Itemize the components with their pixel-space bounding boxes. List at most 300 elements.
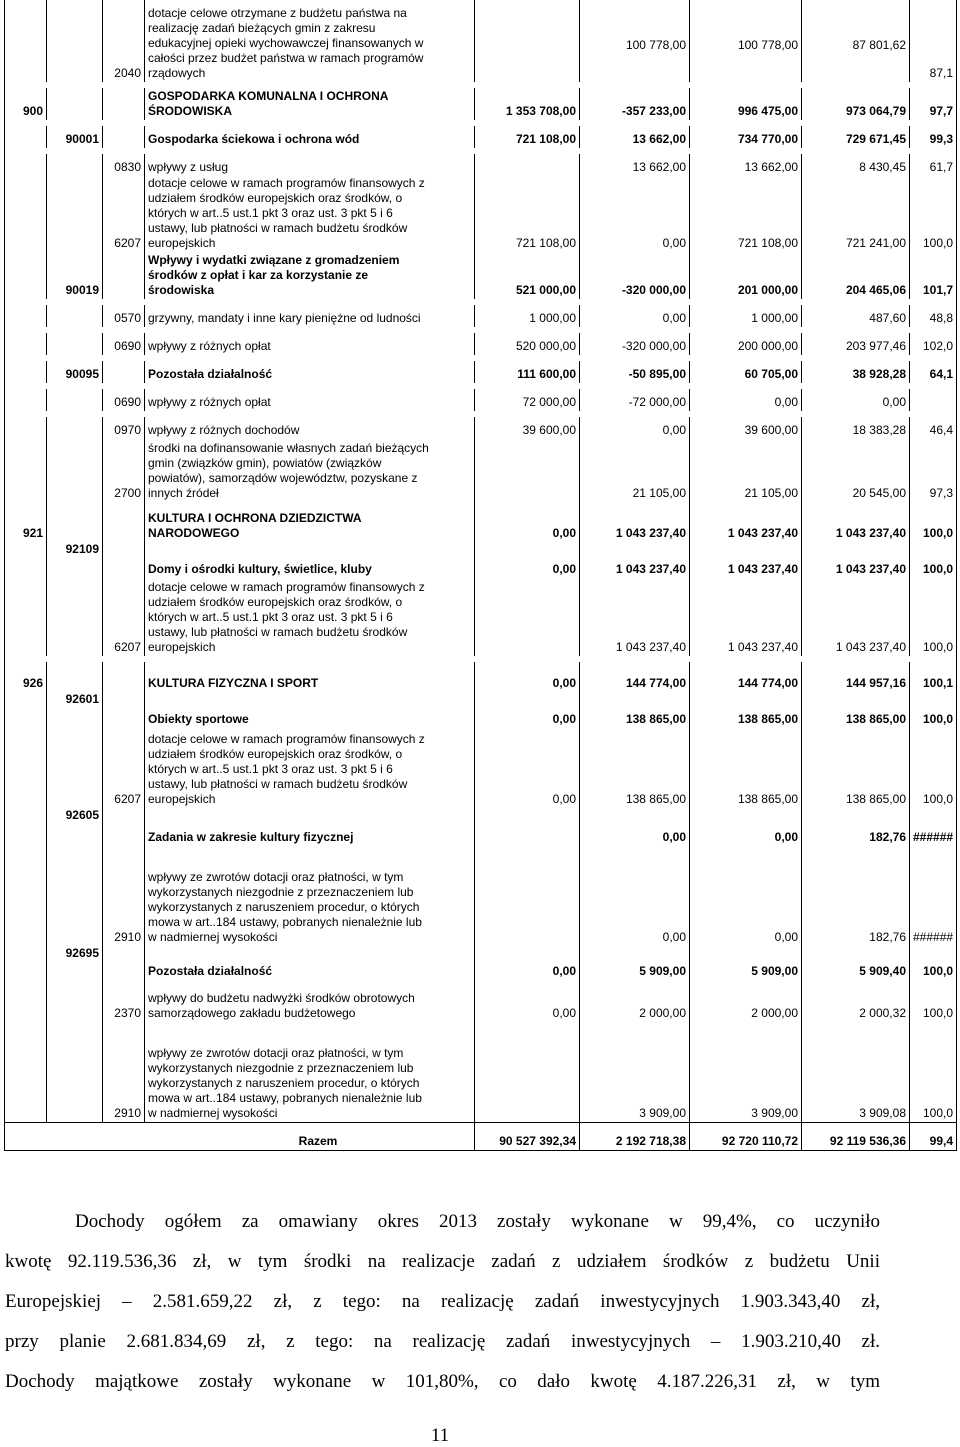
execution-value: 5 909,40 bbox=[802, 946, 910, 980]
total-value: 92 119 536,36 bbox=[802, 1122, 910, 1150]
plan-after-change-value: 138 865,00 bbox=[690, 728, 802, 808]
description-line: całości przez budżet państwa w ramach programów bbox=[148, 51, 424, 65]
row-description bbox=[145, 980, 475, 1022]
description-line: których w art..5 ust.1 pkt 3 oraz ust. 3 pkt 5 i 6 bbox=[148, 206, 393, 220]
change-value: 100 778,00 bbox=[580, 0, 690, 82]
table-row bbox=[5, 252, 957, 299]
plan-value bbox=[475, 1022, 580, 1122]
table-row bbox=[5, 502, 957, 542]
chapter-code bbox=[47, 662, 103, 692]
plan-value: 111 600,00 bbox=[475, 361, 580, 383]
change-value: 2 000,00 bbox=[580, 980, 690, 1022]
paragraph-code: 2700 bbox=[103, 439, 145, 502]
chapter-code bbox=[47, 502, 103, 542]
description-line: wykorzystanych z naruszeniem procedur, o których bbox=[148, 1075, 420, 1090]
budget-income-table bbox=[4, 0, 957, 1151]
plan-after-change-value: 13 662,00 bbox=[690, 154, 802, 176]
execution-percent bbox=[910, 389, 957, 411]
description-line: ustawy, lub płatności w ramach budżetu środków bbox=[148, 625, 408, 639]
description-line: Gospodarka ściekowa i ochrona wód bbox=[148, 132, 360, 146]
table-row bbox=[5, 578, 957, 656]
execution-percent: 100,0 bbox=[910, 542, 957, 578]
chapter-code bbox=[47, 389, 103, 411]
description-line: udziałem środków europejskich oraz środków, o bbox=[148, 747, 403, 761]
table-row bbox=[5, 126, 957, 148]
plan-after-change-value: 1 043 237,40 bbox=[690, 542, 802, 578]
section-code bbox=[5, 692, 47, 728]
table-row bbox=[5, 542, 957, 578]
plan-value: 521 000,00 bbox=[475, 252, 580, 299]
chapter-code bbox=[47, 846, 103, 946]
description-line: Obiekty sportowe bbox=[148, 712, 249, 726]
section-code bbox=[5, 846, 47, 946]
table-row bbox=[5, 154, 957, 176]
description-line: europejskich bbox=[148, 236, 216, 250]
plan-after-change-value: 138 865,00 bbox=[690, 692, 802, 728]
description-line: wykorzystanych niezgodnie z przeznaczeniem lub bbox=[148, 885, 414, 899]
execution-percent: 100,1 bbox=[910, 662, 957, 692]
execution-percent: 100,0 bbox=[910, 176, 957, 252]
section-code bbox=[5, 542, 47, 578]
change-value: 138 865,00 bbox=[580, 728, 690, 808]
section-code bbox=[5, 1022, 47, 1122]
description-line: Wpływy i wydatki związane z gromadzeniem bbox=[148, 253, 400, 267]
change-value: 1 043 237,40 bbox=[580, 542, 690, 578]
execution-value: 1 043 237,40 bbox=[802, 502, 910, 542]
total-row bbox=[5, 1122, 957, 1150]
section-code bbox=[5, 728, 47, 808]
description-line: wpływy z różnych opłat bbox=[148, 339, 271, 353]
execution-percent: 100,0 bbox=[910, 728, 957, 808]
paragraph-code: 0570 bbox=[103, 305, 145, 327]
plan-after-change-value: 0,00 bbox=[690, 846, 802, 946]
plan-value: 0,00 bbox=[475, 662, 580, 692]
plan-value: 0,00 bbox=[475, 728, 580, 808]
description-line: dotacje celowe otrzymane z budżetu państwa na bbox=[148, 6, 407, 20]
chapter-code bbox=[47, 980, 103, 1022]
plan-after-change-value: 144 774,00 bbox=[690, 662, 802, 692]
description-line: ŚRODOWISKA bbox=[148, 104, 232, 118]
paragraph-code bbox=[103, 692, 145, 728]
execution-percent: 100,0 bbox=[910, 980, 957, 1022]
section-code bbox=[5, 808, 47, 846]
chapter-code: 92601 bbox=[47, 692, 103, 728]
description-line: innych źródeł bbox=[148, 486, 219, 500]
row-description bbox=[145, 88, 475, 120]
chapter-code: 92695 bbox=[47, 946, 103, 980]
change-value: 21 105,00 bbox=[580, 439, 690, 502]
description-line: w nadmiernej wysokości bbox=[148, 1105, 278, 1120]
description-line: realizację zadań bieżących gmin z zakresu bbox=[148, 21, 376, 35]
description-line: wykorzystanych niezgodnie z przeznaczeniem lub bbox=[148, 1060, 414, 1075]
description-line: rządowych bbox=[148, 66, 206, 80]
plan-value: 0,00 bbox=[475, 542, 580, 578]
paragraph-code: 6207 bbox=[103, 176, 145, 252]
change-value: -72 000,00 bbox=[580, 389, 690, 411]
table-row bbox=[5, 88, 957, 120]
plan-after-change-value: 721 108,00 bbox=[690, 176, 802, 252]
paragraph-code: 2910 bbox=[103, 846, 145, 946]
chapter-code: 90095 bbox=[47, 361, 103, 383]
execution-percent: 61,7 bbox=[910, 154, 957, 176]
execution-value: 3 909,08 bbox=[802, 1022, 910, 1122]
execution-value: 138 865,00 bbox=[802, 728, 910, 808]
chapter-code: 90001 bbox=[47, 126, 103, 148]
plan-after-change-value: 5 909,00 bbox=[690, 946, 802, 980]
paragraph-code bbox=[103, 662, 145, 692]
table-row bbox=[5, 1022, 957, 1122]
section-code: 926 bbox=[5, 662, 47, 692]
description-line: samorządowego zakładu budżetowego bbox=[148, 1006, 356, 1020]
plan-after-change-value: 60 705,00 bbox=[690, 361, 802, 383]
description-line: mowa w art..184 ustawy, pobranych nienależnie lub bbox=[148, 915, 422, 929]
change-value: -50 895,00 bbox=[580, 361, 690, 383]
table-row bbox=[5, 361, 957, 383]
change-value: -357 233,00 bbox=[580, 88, 690, 120]
change-value: -320 000,00 bbox=[580, 333, 690, 355]
plan-value: 0,00 bbox=[475, 946, 580, 980]
execution-percent: 102,0 bbox=[910, 333, 957, 355]
chapter-code: 90019 bbox=[47, 252, 103, 299]
paragraph-line: Europejskiej – 2.581.659,22 zł, z tego: na realizację zadań inwestycyjnych 1.903.343,40 zł, bbox=[5, 1291, 880, 1312]
row-description bbox=[145, 176, 475, 252]
execution-percent: 100,0 bbox=[910, 502, 957, 542]
execution-value: 487,60 bbox=[802, 305, 910, 327]
description-line: wpływy z różnych opłat bbox=[148, 395, 271, 409]
paragraph-code bbox=[103, 946, 145, 980]
plan-after-change-value: 734 770,00 bbox=[690, 126, 802, 148]
paragraph-line: przy planie 2.681.834,69 zł, z tego: na realizację zadań inwestycyjnych – 1.903.210,40 zł. bbox=[5, 1331, 880, 1352]
table-row bbox=[5, 417, 957, 439]
plan-after-change-value: 2 000,00 bbox=[690, 980, 802, 1022]
execution-value: 182,76 bbox=[802, 808, 910, 846]
paragraph-code: 2040 bbox=[103, 0, 145, 82]
row-description bbox=[145, 333, 475, 355]
plan-value: 1 353 708,00 bbox=[475, 88, 580, 120]
table-row bbox=[5, 728, 957, 808]
section-code: 921 bbox=[5, 502, 47, 542]
section-code bbox=[5, 361, 47, 383]
table-row bbox=[5, 305, 957, 327]
paragraph-code: 2370 bbox=[103, 980, 145, 1022]
chapter-code bbox=[47, 417, 103, 439]
change-value: 1 043 237,40 bbox=[580, 578, 690, 656]
description-line: Domy i ośrodki kultury, świetlice, kluby bbox=[148, 562, 372, 576]
chapter-code bbox=[47, 0, 103, 82]
description-line: środków z opłat i kar za korzystanie ze bbox=[148, 268, 369, 282]
execution-percent: 100,0 bbox=[910, 1022, 957, 1122]
execution-value: 38 928,28 bbox=[802, 361, 910, 383]
section-code bbox=[5, 305, 47, 327]
description-line: ustawy, lub płatności w ramach budżetu środków bbox=[148, 221, 408, 235]
chapter-code bbox=[47, 176, 103, 252]
row-description bbox=[145, 728, 475, 808]
description-line: dotacje celowe w ramach programów finansowych z bbox=[148, 580, 425, 594]
execution-value: 182,76 bbox=[802, 846, 910, 946]
plan-value bbox=[475, 808, 580, 846]
section-code bbox=[5, 980, 47, 1022]
plan-value bbox=[475, 578, 580, 656]
execution-percent: 87,1 bbox=[910, 0, 957, 82]
paragraph-code bbox=[103, 361, 145, 383]
row-description bbox=[145, 126, 475, 148]
description-line: w nadmiernej wysokości bbox=[148, 930, 278, 944]
total-label: Razem bbox=[5, 1122, 475, 1150]
execution-value: 203 977,46 bbox=[802, 333, 910, 355]
section-code bbox=[5, 154, 47, 176]
paragraph-code: 0690 bbox=[103, 333, 145, 355]
paragraph-line: Dochody majątkowe zostały wykonane w 101,80%, co dało kwotę 4.187.226,31 zł, w tym bbox=[5, 1371, 880, 1392]
paragraph-code: 0690 bbox=[103, 389, 145, 411]
execution-percent: ###### bbox=[910, 808, 957, 846]
page-number: 11 bbox=[430, 1425, 450, 1446]
chapter-code: 92109 bbox=[47, 542, 103, 578]
summary-paragraph bbox=[5, 1202, 880, 1402]
chapter-code bbox=[47, 728, 103, 808]
description-line: środki na dofinansowanie własnych zadań bieżących bbox=[148, 441, 429, 455]
row-description bbox=[145, 946, 475, 980]
section-code bbox=[5, 417, 47, 439]
description-line: których w art..5 ust.1 pkt 3 oraz ust. 3 pkt 5 i 6 bbox=[148, 762, 393, 776]
row-description bbox=[145, 542, 475, 578]
plan-value bbox=[475, 439, 580, 502]
section-code bbox=[5, 389, 47, 411]
description-line: KULTURA FIZYCZNA I SPORT bbox=[148, 676, 319, 690]
description-line: europejskich bbox=[148, 792, 216, 806]
section-code bbox=[5, 946, 47, 980]
row-description bbox=[145, 439, 475, 502]
change-value: -320 000,00 bbox=[580, 252, 690, 299]
paragraph-code bbox=[103, 252, 145, 299]
execution-value: 18 383,28 bbox=[802, 417, 910, 439]
row-description bbox=[145, 846, 475, 946]
total-value: 2 192 718,38 bbox=[580, 1122, 690, 1150]
execution-value: 1 043 237,40 bbox=[802, 542, 910, 578]
change-value: 13 662,00 bbox=[580, 126, 690, 148]
paragraph-code bbox=[103, 808, 145, 846]
description-line: gmin (związków gmin), powiatów (związków bbox=[148, 456, 382, 470]
table-row bbox=[5, 808, 957, 846]
section-code bbox=[5, 578, 47, 656]
table-row bbox=[5, 0, 957, 82]
change-value: 3 909,00 bbox=[580, 1022, 690, 1122]
row-description bbox=[145, 389, 475, 411]
plan-value bbox=[475, 154, 580, 176]
total-value: 90 527 392,34 bbox=[475, 1122, 580, 1150]
table-body bbox=[5, 0, 957, 1150]
change-value: 0,00 bbox=[580, 808, 690, 846]
execution-percent: 101,7 bbox=[910, 252, 957, 299]
plan-after-change-value: 100 778,00 bbox=[690, 0, 802, 82]
plan-after-change-value: 0,00 bbox=[690, 808, 802, 846]
section-code bbox=[5, 126, 47, 148]
chapter-code bbox=[47, 305, 103, 327]
paragraph-code: 6207 bbox=[103, 728, 145, 808]
chapter-code bbox=[47, 439, 103, 502]
plan-after-change-value: 200 000,00 bbox=[690, 333, 802, 355]
chapter-code bbox=[47, 333, 103, 355]
execution-value: 20 545,00 bbox=[802, 439, 910, 502]
plan-value: 721 108,00 bbox=[475, 176, 580, 252]
description-line: powiatów), samorządów województw, pozyskane z bbox=[148, 471, 418, 485]
plan-value: 72 000,00 bbox=[475, 389, 580, 411]
execution-value: 87 801,62 bbox=[802, 0, 910, 82]
table-row bbox=[5, 439, 957, 502]
section-code bbox=[5, 0, 47, 82]
row-description bbox=[145, 692, 475, 728]
execution-percent: 97,3 bbox=[910, 439, 957, 502]
plan-value: 39 600,00 bbox=[475, 417, 580, 439]
paragraph-code bbox=[103, 542, 145, 578]
plan-after-change-value: 1 043 237,40 bbox=[690, 578, 802, 656]
change-value: 0,00 bbox=[580, 176, 690, 252]
chapter-code bbox=[47, 578, 103, 656]
change-value: 0,00 bbox=[580, 305, 690, 327]
plan-after-change-value: 1 043 237,40 bbox=[690, 502, 802, 542]
paragraph-code bbox=[103, 502, 145, 542]
row-description bbox=[145, 502, 475, 542]
description-line: NARODOWEGO bbox=[148, 526, 240, 540]
description-line: wpływy ze zwrotów dotacji oraz płatności, w tym bbox=[148, 1045, 404, 1060]
plan-value: 0,00 bbox=[475, 692, 580, 728]
change-value: 1 043 237,40 bbox=[580, 502, 690, 542]
section-code bbox=[5, 439, 47, 502]
paragraph-code bbox=[103, 126, 145, 148]
execution-value: 138 865,00 bbox=[802, 692, 910, 728]
change-value: 0,00 bbox=[580, 417, 690, 439]
plan-after-change-value: 996 475,00 bbox=[690, 88, 802, 120]
description-line: środowiska bbox=[148, 283, 215, 297]
plan-after-change-value: 0,00 bbox=[690, 389, 802, 411]
execution-percent: 97,7 bbox=[910, 88, 957, 120]
plan-value bbox=[475, 846, 580, 946]
description-line: edukacyjnej opieki wychowawczej finansowanych w bbox=[148, 36, 424, 50]
paragraph-code: 6207 bbox=[103, 578, 145, 656]
execution-value: 973 064,79 bbox=[802, 88, 910, 120]
plan-after-change-value: 39 600,00 bbox=[690, 417, 802, 439]
description-line: których w art..5 ust.1 pkt 3 oraz ust. 3 pkt 5 i 6 bbox=[148, 610, 393, 624]
chapter-code bbox=[47, 88, 103, 120]
description-line: Pozostała działalność bbox=[148, 367, 273, 381]
row-description bbox=[145, 662, 475, 692]
paragraph-code bbox=[103, 88, 145, 120]
paragraph-code: 0830 bbox=[103, 154, 145, 176]
table-row bbox=[5, 846, 957, 946]
description-line: wpływy do budżetu nadwyżki środków obrotowych bbox=[148, 991, 415, 1005]
execution-value: 1 043 237,40 bbox=[802, 578, 910, 656]
paragraph-line: kwotę 92.119.536,36 zł, w tym środki na realizacje zadań z udziałem środków z budżetu Unii bbox=[5, 1251, 880, 1272]
paragraph-line: Dochody ogółem za omawiany okres 2013 zostały wykonane w 99,4%, co uczyniło bbox=[75, 1211, 880, 1232]
execution-value: 0,00 bbox=[802, 389, 910, 411]
table-row bbox=[5, 662, 957, 692]
section-code bbox=[5, 176, 47, 252]
description-line: udziałem środków europejskich oraz środków, o bbox=[148, 191, 403, 205]
execution-value: 721 241,00 bbox=[802, 176, 910, 252]
description-line: wpływy ze zwrotów dotacji oraz płatności, w tym bbox=[148, 870, 404, 884]
change-value: 13 662,00 bbox=[580, 154, 690, 176]
chapter-code: 92605 bbox=[47, 808, 103, 846]
row-description bbox=[145, 252, 475, 299]
table-row bbox=[5, 333, 957, 355]
chapter-code bbox=[47, 154, 103, 176]
row-description bbox=[145, 154, 475, 176]
plan-after-change-value: 201 000,00 bbox=[690, 252, 802, 299]
description-line: wykorzystanych z naruszeniem procedur, o których bbox=[148, 900, 420, 914]
description-line: udziałem środków europejskich oraz środków, o bbox=[148, 595, 403, 609]
execution-value: 729 671,45 bbox=[802, 126, 910, 148]
execution-percent: 100,0 bbox=[910, 578, 957, 656]
description-line: wpływy z usług bbox=[148, 160, 229, 174]
row-description bbox=[145, 578, 475, 656]
execution-percent: ###### bbox=[910, 846, 957, 946]
table-row bbox=[5, 692, 957, 728]
change-value: 0,00 bbox=[580, 846, 690, 946]
description-line: dotacje celowe w ramach programów finansowych z bbox=[148, 176, 425, 190]
description-line: GOSPODARKA KOMUNALNA I OCHRONA bbox=[148, 89, 389, 103]
row-description bbox=[145, 808, 475, 846]
description-line: grzywny, mandaty i inne kary pieniężne od ludności bbox=[148, 311, 421, 325]
row-description bbox=[145, 305, 475, 327]
plan-after-change-value: 3 909,00 bbox=[690, 1022, 802, 1122]
table-row bbox=[5, 389, 957, 411]
total-value: 99,4 bbox=[910, 1122, 957, 1150]
execution-value: 2 000,32 bbox=[802, 980, 910, 1022]
row-description bbox=[145, 1022, 475, 1122]
section-code: 900 bbox=[5, 88, 47, 120]
description-line: Zadania w zakresie kultury fizycznej bbox=[148, 830, 354, 844]
table-row bbox=[5, 946, 957, 980]
total-value: 92 720 110,72 bbox=[690, 1122, 802, 1150]
table-row bbox=[5, 176, 957, 252]
description-line: Pozostała działalność bbox=[148, 964, 273, 978]
plan-value: 1 000,00 bbox=[475, 305, 580, 327]
change-value: 138 865,00 bbox=[580, 692, 690, 728]
change-value: 144 774,00 bbox=[580, 662, 690, 692]
execution-percent: 100,0 bbox=[910, 946, 957, 980]
row-description bbox=[145, 361, 475, 383]
execution-percent: 64,1 bbox=[910, 361, 957, 383]
plan-value: 0,00 bbox=[475, 980, 580, 1022]
plan-value bbox=[475, 0, 580, 82]
description-line: ustawy, lub płatności w ramach budżetu środków bbox=[148, 777, 408, 791]
change-value: 5 909,00 bbox=[580, 946, 690, 980]
table-row bbox=[5, 980, 957, 1022]
execution-percent: 46,4 bbox=[910, 417, 957, 439]
execution-value: 144 957,16 bbox=[802, 662, 910, 692]
description-line: europejskich bbox=[148, 640, 216, 654]
plan-value: 520 000,00 bbox=[475, 333, 580, 355]
row-description bbox=[145, 417, 475, 439]
execution-percent: 99,3 bbox=[910, 126, 957, 148]
description-line: dotacje celowe w ramach programów finansowych z bbox=[148, 732, 425, 746]
description-line: wpływy z różnych dochodów bbox=[148, 423, 300, 437]
execution-percent: 48,8 bbox=[910, 305, 957, 327]
plan-after-change-value: 1 000,00 bbox=[690, 305, 802, 327]
description-line: KULTURA I OCHRONA DZIEDZICTWA bbox=[148, 511, 362, 525]
plan-value: 721 108,00 bbox=[475, 126, 580, 148]
row-description bbox=[145, 0, 475, 82]
section-code bbox=[5, 333, 47, 355]
execution-value: 8 430,45 bbox=[802, 154, 910, 176]
execution-percent: 100,0 bbox=[910, 692, 957, 728]
paragraph-code: 2910 bbox=[103, 1022, 145, 1122]
plan-after-change-value: 21 105,00 bbox=[690, 439, 802, 502]
section-code bbox=[5, 252, 47, 299]
plan-value: 0,00 bbox=[475, 502, 580, 542]
chapter-code bbox=[47, 1022, 103, 1122]
description-line: mowa w art..184 ustawy, pobranych nienależnie lub bbox=[148, 1090, 422, 1105]
execution-value: 204 465,06 bbox=[802, 252, 910, 299]
